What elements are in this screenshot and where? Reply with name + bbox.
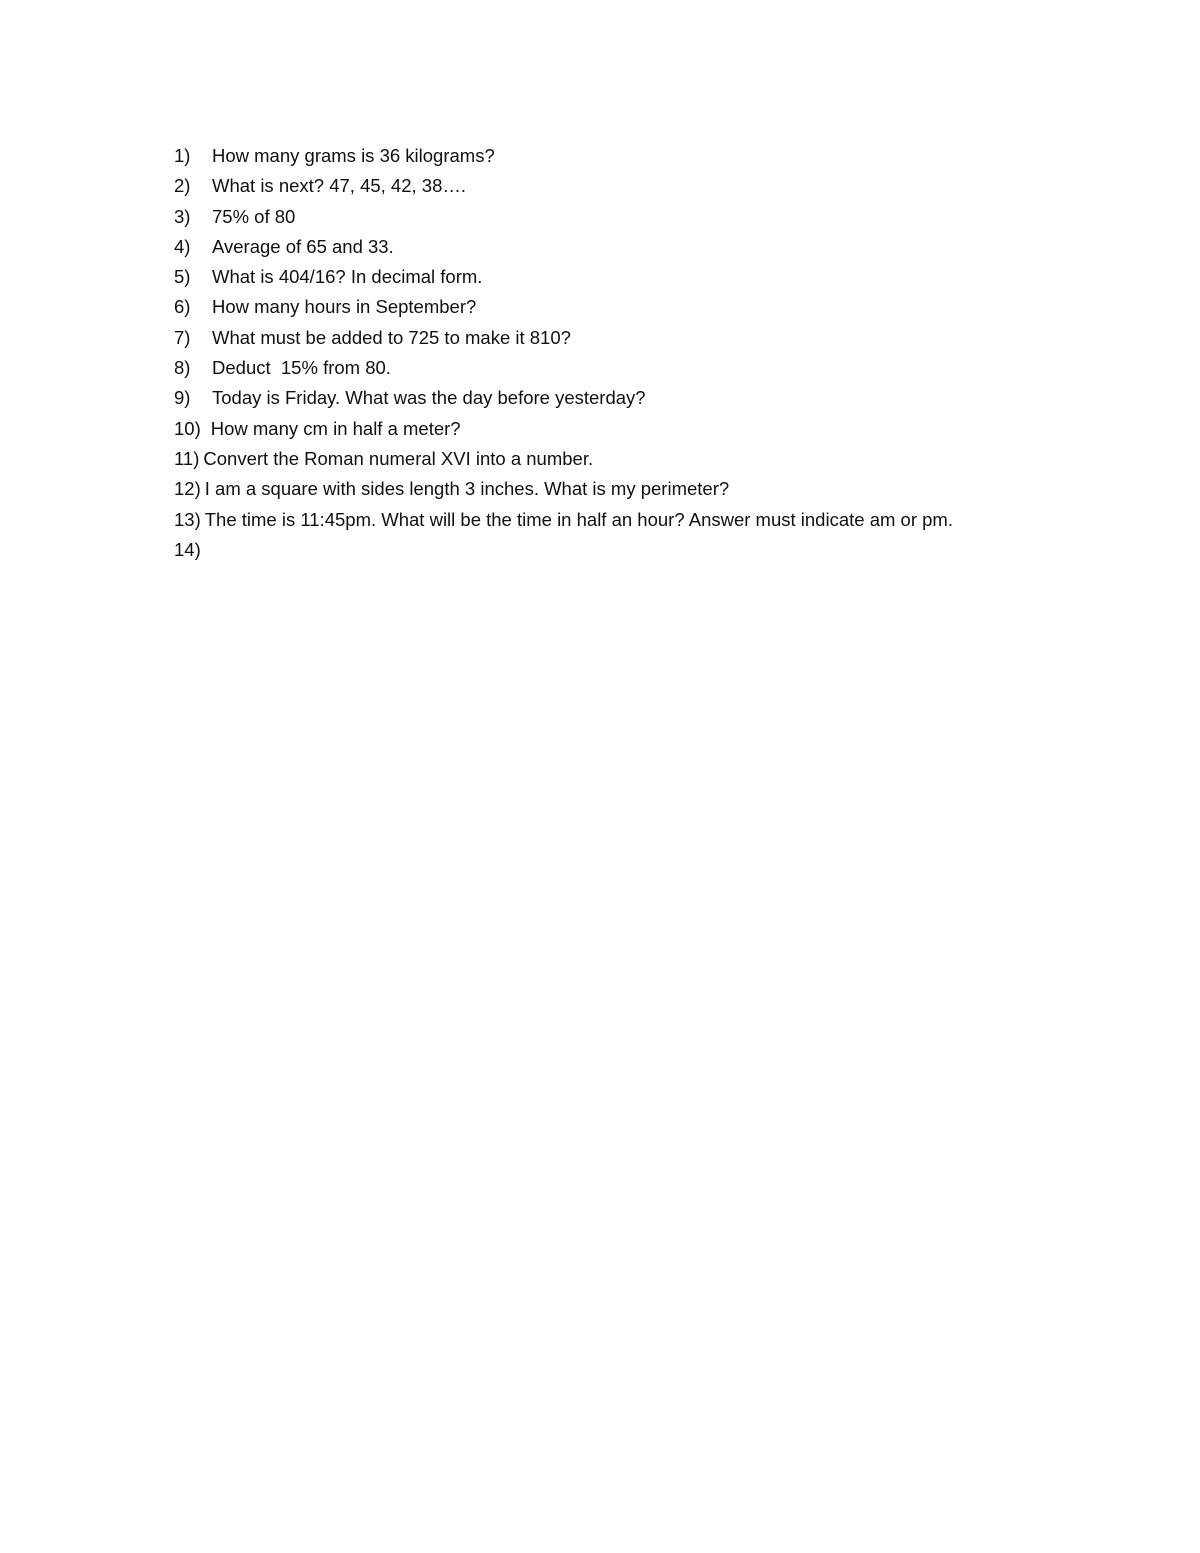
question-text: What is next? 47, 45, 42, 38…. (212, 175, 467, 197)
question-item (174, 535, 1074, 565)
question-number: 6) (174, 296, 191, 318)
question-item (174, 141, 1074, 171)
question-number: 5) (174, 266, 191, 288)
question-number: 7) (174, 326, 191, 348)
question-number: 12) (174, 478, 201, 500)
question-item (174, 292, 1074, 322)
question-number: 3) (174, 205, 191, 227)
question-number: 1) (174, 145, 191, 166)
question-number: 10) (174, 417, 201, 439)
question-text: Convert the Roman numeral XVI into a number. (203, 447, 594, 469)
question-text: The time is 11:45pm. What will be the time in half an hour? Answer must indicate am or pm. (204, 508, 953, 530)
question-text: What must be added to 725 to make it 810? (212, 326, 571, 348)
question-number: 13) (174, 508, 201, 530)
question-list (174, 141, 1074, 565)
question-text: How many grams is 36 kilograms? (212, 145, 495, 166)
question-text: How many cm in half a meter? (210, 417, 461, 439)
question-number: 4) (174, 235, 191, 257)
question-item (174, 505, 1074, 535)
question-text: What is 404/16? In decimal form. (212, 266, 483, 288)
question-number: 8) (174, 357, 191, 379)
question-item (174, 262, 1074, 292)
question-item (174, 444, 1074, 474)
question-item (174, 383, 1074, 413)
question-number: 11) (174, 447, 200, 469)
question-text: Today is Friday. What was the day before yesterday? (212, 387, 646, 409)
question-item (174, 232, 1074, 262)
question-text: 75% of 80 (212, 205, 296, 227)
question-number: 2) (174, 175, 191, 197)
question-item (174, 202, 1074, 232)
question-number: 9) (174, 387, 191, 409)
question-number: 14) (174, 538, 201, 560)
question-item (174, 414, 1074, 444)
question-item (174, 474, 1074, 504)
question-item (174, 353, 1074, 383)
question-item (174, 171, 1074, 201)
question-text: Average of 65 and 33. (212, 235, 394, 257)
question-text: How many hours in September? (212, 296, 477, 318)
question-item (174, 323, 1074, 353)
question-text: I am a square with sides length 3 inches. What is my perimeter? (204, 478, 730, 500)
question-text: Deduct 15% from 80. (212, 357, 391, 379)
